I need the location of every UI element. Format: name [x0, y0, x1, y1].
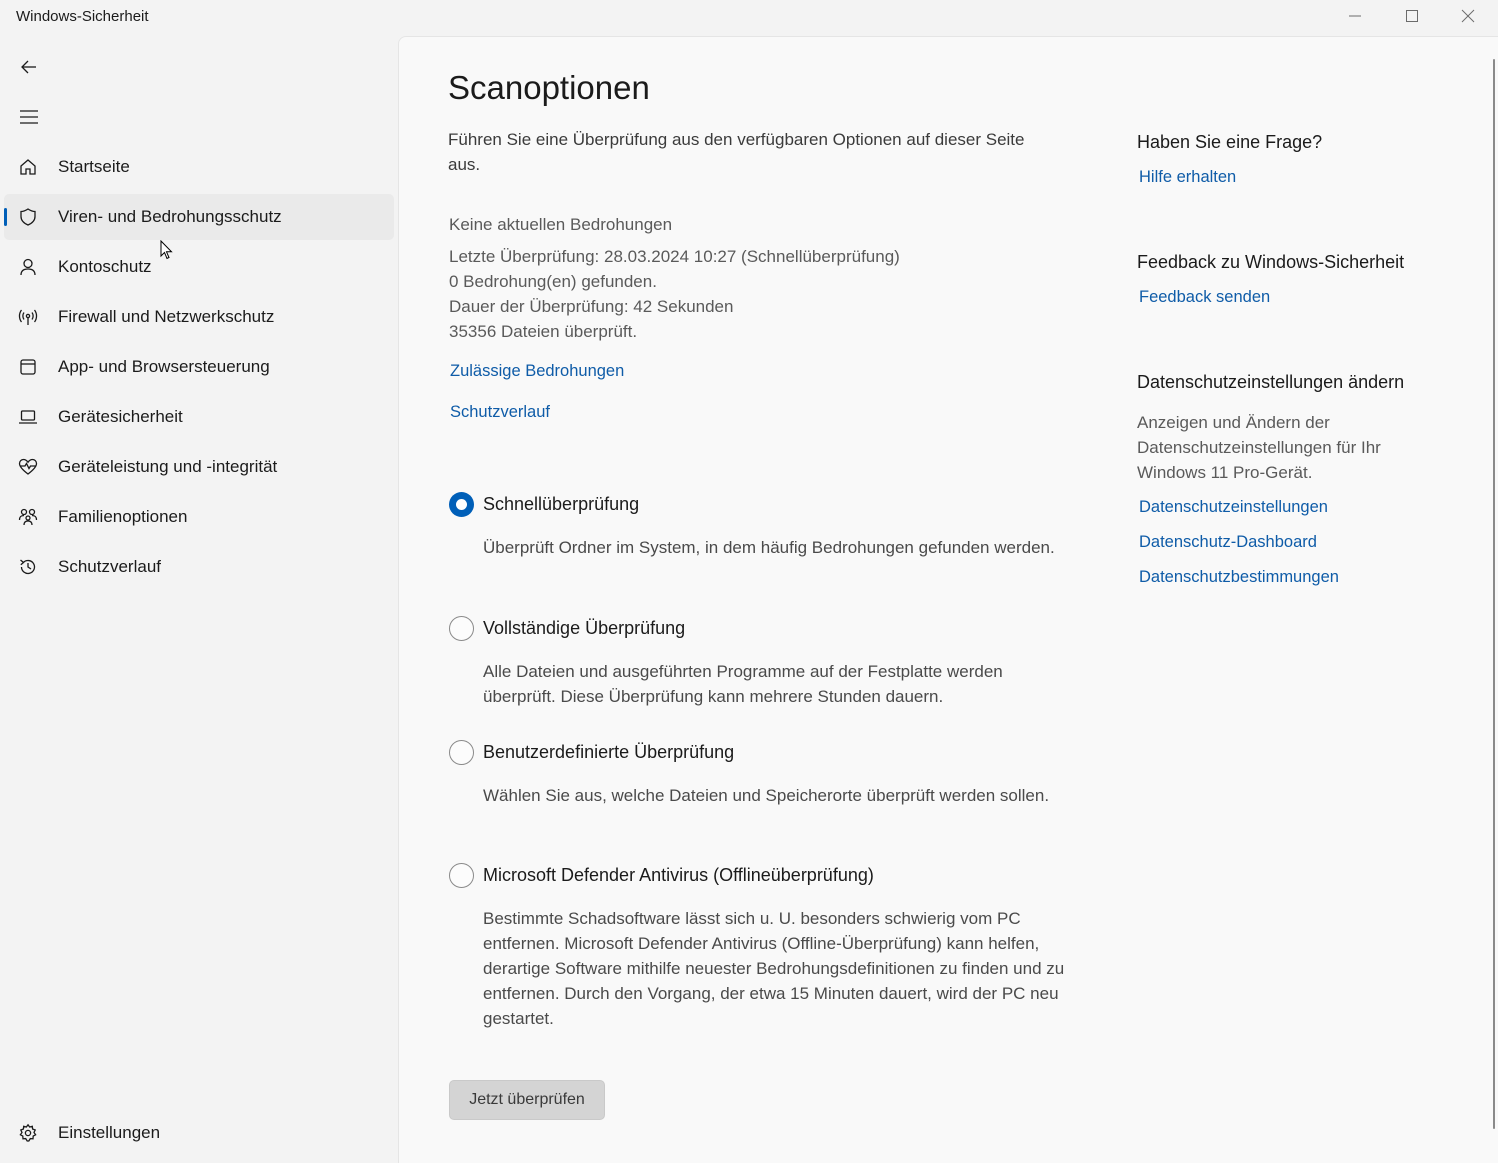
- sidebar-item-virus-protection[interactable]: [4, 194, 394, 240]
- sidebar-item-family-options[interactable]: [4, 494, 394, 540]
- family-icon: [18, 507, 38, 527]
- antenna-icon: [18, 307, 38, 327]
- sidebar-item-label: Startseite: [58, 157, 130, 176]
- sidebar-item-account-protection[interactable]: [4, 244, 394, 290]
- title-bar: [0, 0, 1498, 34]
- sidebar-item-label: Viren- und Bedrohungsschutz: [58, 207, 282, 226]
- custom-scan-radio[interactable]: [449, 740, 474, 765]
- last-scan-info: [449, 244, 900, 344]
- option-description: Überprüft Ordner im System, in dem häufig Bedrohungen gefunden werden.: [483, 538, 1055, 557]
- sidebar-item-label: Firewall und Netzwerkschutz: [58, 307, 275, 326]
- protection-history-link[interactable]: Schutzverlauf: [450, 403, 550, 421]
- option-label: Benutzerdefinierte Überprüfung: [483, 742, 735, 762]
- get-help-link[interactable]: Hilfe erhalten: [1139, 168, 1237, 186]
- person-icon: [18, 257, 38, 277]
- hamburger-icon: [19, 109, 39, 125]
- sidebar-item-label: Kontoschutz: [58, 257, 152, 276]
- scrollbar[interactable]: [1493, 59, 1495, 1129]
- scan-now-button[interactable]: Jetzt überprüfen: [449, 1080, 605, 1120]
- sidebar-item-protection-history[interactable]: [4, 544, 394, 590]
- offline-scan-radio[interactable]: [449, 863, 474, 888]
- allowed-threats-link[interactable]: Zulässige Bedrohungen: [450, 362, 625, 380]
- question-heading: Haben Sie eine Frage?: [1137, 132, 1323, 152]
- quick-scan-radio[interactable]: [449, 492, 474, 517]
- home-icon: [18, 157, 38, 177]
- last-scan-date: Letzte Überprüfung: 28.03.2024 10:27 (Schnellüberprüfung): [449, 247, 900, 266]
- app-title: Windows-Sicherheit: [16, 8, 149, 25]
- heart-pulse-icon: [18, 457, 38, 477]
- maximize-icon: [1405, 9, 1419, 23]
- maximize-button[interactable]: [1384, 0, 1440, 32]
- sidebar-item-firewall[interactable]: [4, 294, 394, 340]
- option-label: Vollständige Überprüfung: [483, 618, 686, 638]
- threats-found: 0 Bedrohung(en) gefunden.: [449, 272, 657, 291]
- active-indicator: [4, 208, 7, 226]
- sidebar-item-device-security[interactable]: [4, 394, 394, 440]
- full-scan-radio[interactable]: [449, 616, 474, 641]
- feedback-heading: Feedback zu Windows-Sicherheit: [1137, 252, 1405, 272]
- main-content: [398, 36, 1498, 1163]
- sidebar: [0, 34, 398, 1163]
- sidebar-item-label: Gerätesicherheit: [58, 407, 183, 426]
- sidebar-item-label: Familienoptionen: [58, 507, 188, 526]
- minimize-button[interactable]: [1327, 0, 1383, 32]
- privacy-description: Anzeigen und Ändern der Datenschutzeinstellungen für Ihr Windows 11 Pro-Gerät.: [1137, 413, 1381, 482]
- back-arrow-icon: [20, 58, 38, 76]
- page-title: Scanoptionen: [448, 69, 650, 106]
- page-description: Führen Sie eine Überprüfung aus den verfügbaren Optionen auf dieser Seite aus.: [448, 130, 1025, 174]
- sidebar-item-label: Einstellungen: [58, 1123, 161, 1142]
- gear-icon: [18, 1123, 38, 1143]
- files-scanned: 35356 Dateien überprüft.: [449, 322, 638, 341]
- menu-button[interactable]: [12, 100, 46, 134]
- option-label: Schnellüberprüfung: [483, 494, 640, 514]
- scan-duration: Dauer der Überprüfung: 42 Sekunden: [449, 297, 734, 316]
- shield-icon: [18, 207, 38, 227]
- sidebar-item-app-browser[interactable]: [4, 344, 394, 390]
- sidebar-item-settings[interactable]: [4, 1110, 394, 1156]
- privacy-statement-link[interactable]: Datenschutzbestimmungen: [1139, 568, 1339, 586]
- minimize-icon: [1348, 9, 1362, 23]
- sidebar-item-label: Geräteleistung und -integrität: [58, 457, 278, 476]
- send-feedback-link[interactable]: Feedback senden: [1139, 288, 1271, 306]
- sidebar-item-home[interactable]: [4, 144, 394, 190]
- back-button[interactable]: [12, 50, 46, 84]
- history-icon: [18, 557, 38, 577]
- option-description: Alle Dateien und ausgeführten Programme auf der Festplatte werden überprüft. Diese Überprüfung kann mehrere Stunden dauern.: [483, 662, 1003, 706]
- laptop-icon: [18, 407, 38, 427]
- mouse-cursor-icon: [160, 240, 174, 260]
- close-icon: [1461, 9, 1475, 23]
- sidebar-item-device-performance[interactable]: [4, 444, 394, 490]
- privacy-dashboard-link[interactable]: Datenschutz-Dashboard: [1139, 533, 1317, 551]
- option-description: Wählen Sie aus, welche Dateien und Speicherorte überprüft werden sollen.: [483, 786, 1050, 805]
- sidebar-item-label: Schutzverlauf: [58, 557, 161, 576]
- privacy-settings-link[interactable]: Datenschutzeinstellungen: [1139, 498, 1328, 516]
- option-label: Microsoft Defender Antivirus (Offlineüberprüfung): [483, 865, 874, 885]
- close-button[interactable]: [1440, 0, 1496, 32]
- app-window-icon: [18, 357, 38, 377]
- threat-status-heading: Keine aktuellen Bedrohungen: [449, 215, 673, 234]
- privacy-heading: Datenschutzeinstellungen ändern: [1137, 372, 1405, 392]
- sidebar-item-label: App- und Browsersteuerung: [58, 357, 270, 376]
- option-description: Bestimmte Schadsoftware lässt sich u. U. besonders schwierig vom PC entfernen. Microsoft Defender Antivirus (Offline-Überprüfung) kann helfen, derartige Software mithilfe neuester Bedrohungsdefinitionen zu finden und zu entfernen. Durch den Vorgang, der etwa 15 Minuten dauert, wird der PC neu gestartet.: [483, 909, 1065, 1028]
